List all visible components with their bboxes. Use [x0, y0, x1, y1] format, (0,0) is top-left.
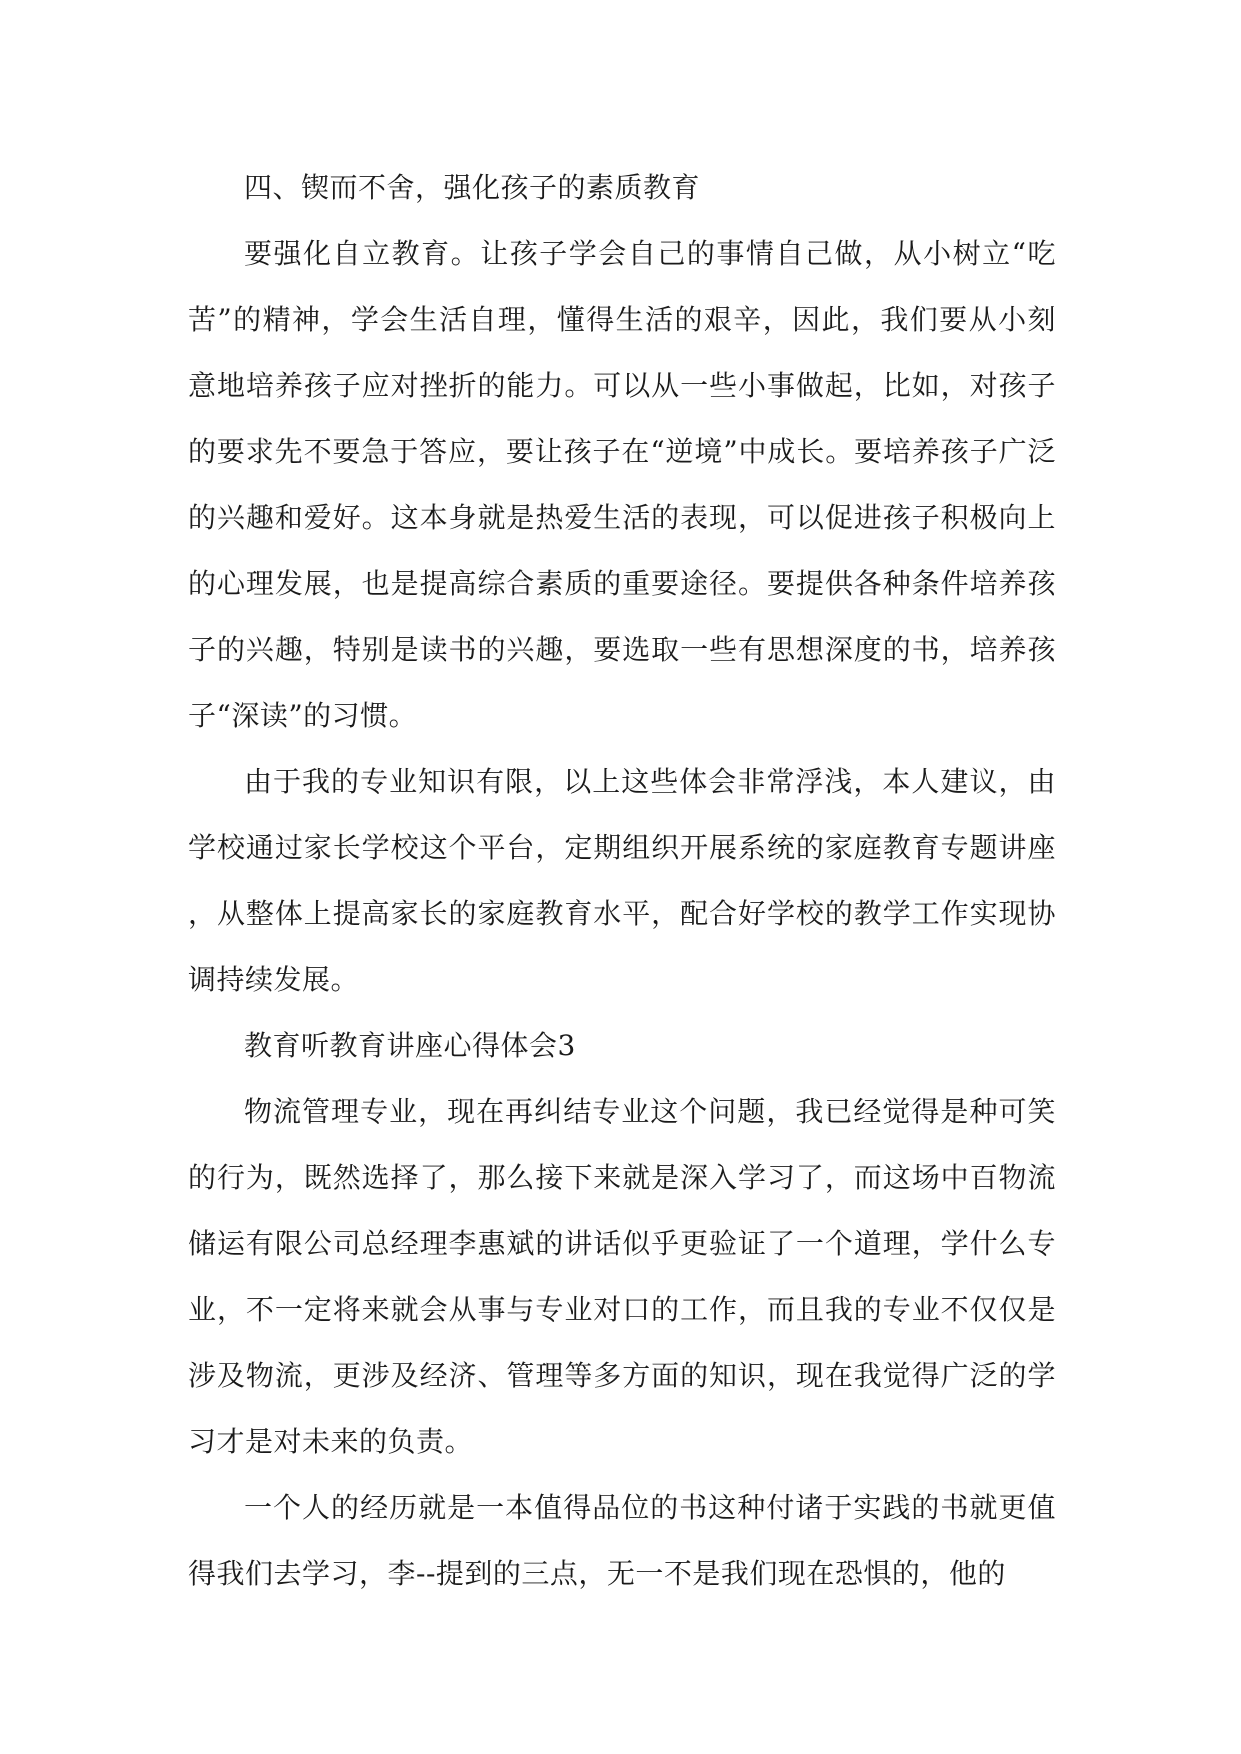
- paragraph-experience: 一个人的经历就是一本值得品位的书这种付诸于实践的书就更值得我们去学习，李--提到的三点，无一不是我们现在恐惧的，他的: [188, 1491, 1056, 1590]
- paragraph-suggestion: 由于我的专业知识有限，以上这些体会非常浮浅，本人建议，由学校通过家长学校这个平台，定期组织开展系统的家庭教育专题讲座，从整体上提高家长的家庭教育水平，配合好学校的教学工作实现协调持续发展。: [188, 765, 1056, 996]
- document-body: [188, 155, 1056, 1607]
- section-heading-four: 四、锲而不舍，强化孩子的素质教育: [244, 171, 701, 204]
- section-title-3: 教育听教育讲座心得体会3: [244, 1029, 576, 1062]
- paragraph-independence-education: 要强化自立教育。让孩子学会自己的事情自己做，从小树立“吃苦”的精神，学会生活自理，懂得生活的艰辛，因此，我们要从小刻意地培养孩子应对挫折的能力。可以从一些小事做起，比如，对孩子的要求先不要急于答应，要让孩子在“逆境”中成长。要培养孩子广泛的兴趣和爱好。这本身就是热爱生活的表现，可以促进孩子积极向上的心理发展，也是提高综合素质的重要途径。要提供各种条件培养孩子的兴趣，特别是读书的兴趣，要选取一些有思想深度的书，培养孩子“深读”的习惯。: [188, 237, 1056, 732]
- paragraph-logistics-major: 物流管理专业，现在再纠结专业这个问题，我已经觉得是种可笑的行为，既然选择了，那么接下来就是深入学习了，而这场中百物流储运有限公司总经理李惠斌的讲话似乎更验证了一个道理，学什么专业，不一定将来就会从事与专业对口的工作，而且我的专业不仅仅是涉及物流，更涉及经济、管理等多方面的知识，现在我觉得广泛的学习才是对未来的负责。: [188, 1095, 1056, 1458]
